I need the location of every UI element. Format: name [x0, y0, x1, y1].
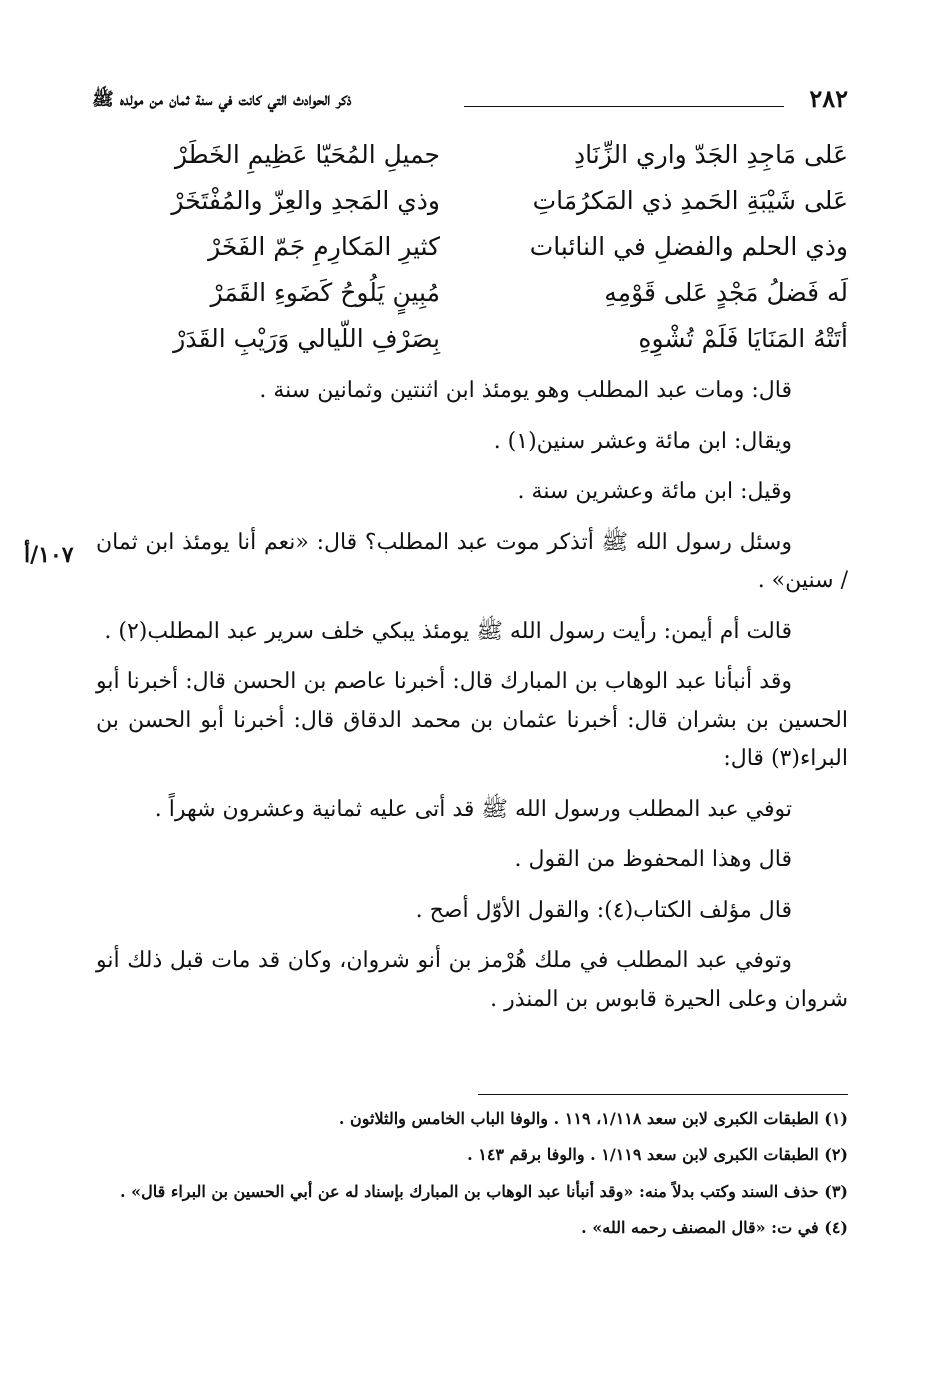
- body-paragraph: قال: ومات عبد المطلب وهو يومئذ ابن اثنتين وثمانين سنة .: [259, 378, 792, 403]
- poem: [96, 140, 848, 370]
- verse-first-hemistich: لَه فَضلُ مَجْدٍ عَلى قَوْمِهِ: [604, 278, 848, 307]
- page-number: ٢٨٢: [809, 84, 848, 113]
- page-header: [92, 84, 848, 120]
- verse-second-hemistich: وذي المَجدِ والعِزّ والمُفْتَخَرْ: [171, 186, 440, 215]
- footnote-rule: [478, 1094, 848, 1095]
- verse-second-hemistich: بِصَرْفِ اللّيالي وَرَيْبِ القَدَرْ: [173, 324, 440, 353]
- verse-second-hemistich: جميلِ المُحَيّا عَظِيمِ الخَطَرْ: [174, 140, 440, 169]
- running-title: ذكر الحوادث التي كانت في سنة ثمان من مولده ﷺ: [92, 89, 352, 110]
- poem-verse: [96, 232, 848, 278]
- verse-first-hemistich: وذي الحلم والفضلِ في النائبات: [529, 232, 848, 261]
- verse-first-hemistich: أتَتْهُ المَنَايَا فَلَمْ تُشْوِهِ: [638, 324, 848, 353]
- body-paragraph: قال وهذا المحفوظ من القول .: [514, 847, 792, 872]
- body-paragraph: وسئل رسول الله ﷺ أتذكر موت عبد المطلب؟ قال: «نعم أنا يومئذ ابن ثمان / سنين» .: [96, 529, 848, 593]
- verse-first-hemistich: عَلى مَاجِدِ الجَدّ واري الزِّنَادِ: [574, 140, 848, 169]
- body-paragraph: قالت أم أيمن: رأيت رسول الله ﷺ يومئذ يبكي خلف سرير عبد المطلب(٢) .: [104, 618, 792, 644]
- body-paragraph: وقيل: ابن مائة وعشرين سنة .: [517, 479, 792, 504]
- header-rule: [464, 106, 784, 107]
- manuscript-folio-marker: ١٠٧/أ: [24, 542, 74, 568]
- poem-verse: [96, 186, 848, 232]
- body-paragraph: وتوفي عبد المطلب في ملك هُرْمز بن أنو شروان، وكان قد مات قبل ذلك أنو شروان وعلى الحيرة قابوس بن المنذر .: [96, 948, 848, 1012]
- body-paragraph: ويقال: ابن مائة وعشر سنين(١) .: [493, 428, 792, 454]
- body-paragraph: قال مؤلف الكتاب(٤): والقول الأوّل أصح .: [415, 897, 792, 923]
- footnote: (٣) حذف السند وكتب بدلاً منه: «وقد أنبأنا عبد الوهاب بن المبارك بإسناد له عن أبي الحسين بن البراء قال» .: [119, 1181, 848, 1201]
- footnotes: [96, 1104, 848, 1250]
- poem-verse: [96, 140, 848, 186]
- footnote: (٢) الطبقات الكبرى لابن سعد ١/١١٩ . والوفا برقم ١٤٣ .: [467, 1145, 848, 1165]
- footnote: (١) الطبقات الكبرى لابن سعد ١/١١٨، ١١٩ . والوفا الباب الخامس والثلاثون .: [338, 1109, 848, 1128]
- poem-verse: [96, 278, 848, 324]
- footnote: (٤) في ت: «قال المصنف رحمه الله» .: [581, 1218, 848, 1238]
- body-paragraph: توفي عبد المطلب ورسول الله ﷺ قد أتى عليه ثمانية وعشرون شهراً .: [154, 796, 792, 822]
- verse-second-hemistich: مُبِينٍ يَلُوحُ كَضَوءِ القَمَرْ: [210, 278, 440, 307]
- main-text: [96, 372, 848, 1031]
- verse-first-hemistich: عَلى شَيْبَةِ الحَمدِ ذي المَكرُمَاتِ: [532, 186, 848, 215]
- verse-second-hemistich: كثيرِ المَكارِمِ جَمّ الفَخَرْ: [208, 232, 440, 261]
- poem-verse: [96, 324, 848, 370]
- body-paragraph: وقد أنبأنا عبد الوهاب بن المبارك قال: أخبرنا عاصم بن الحسن قال: أخبرنا أبو الحسين بن بشران قال: أخبرنا عثمان بن محمد الدقاق قال: أخبرنا أبو الحسن بن البراء(٣) قال:: [96, 669, 848, 771]
